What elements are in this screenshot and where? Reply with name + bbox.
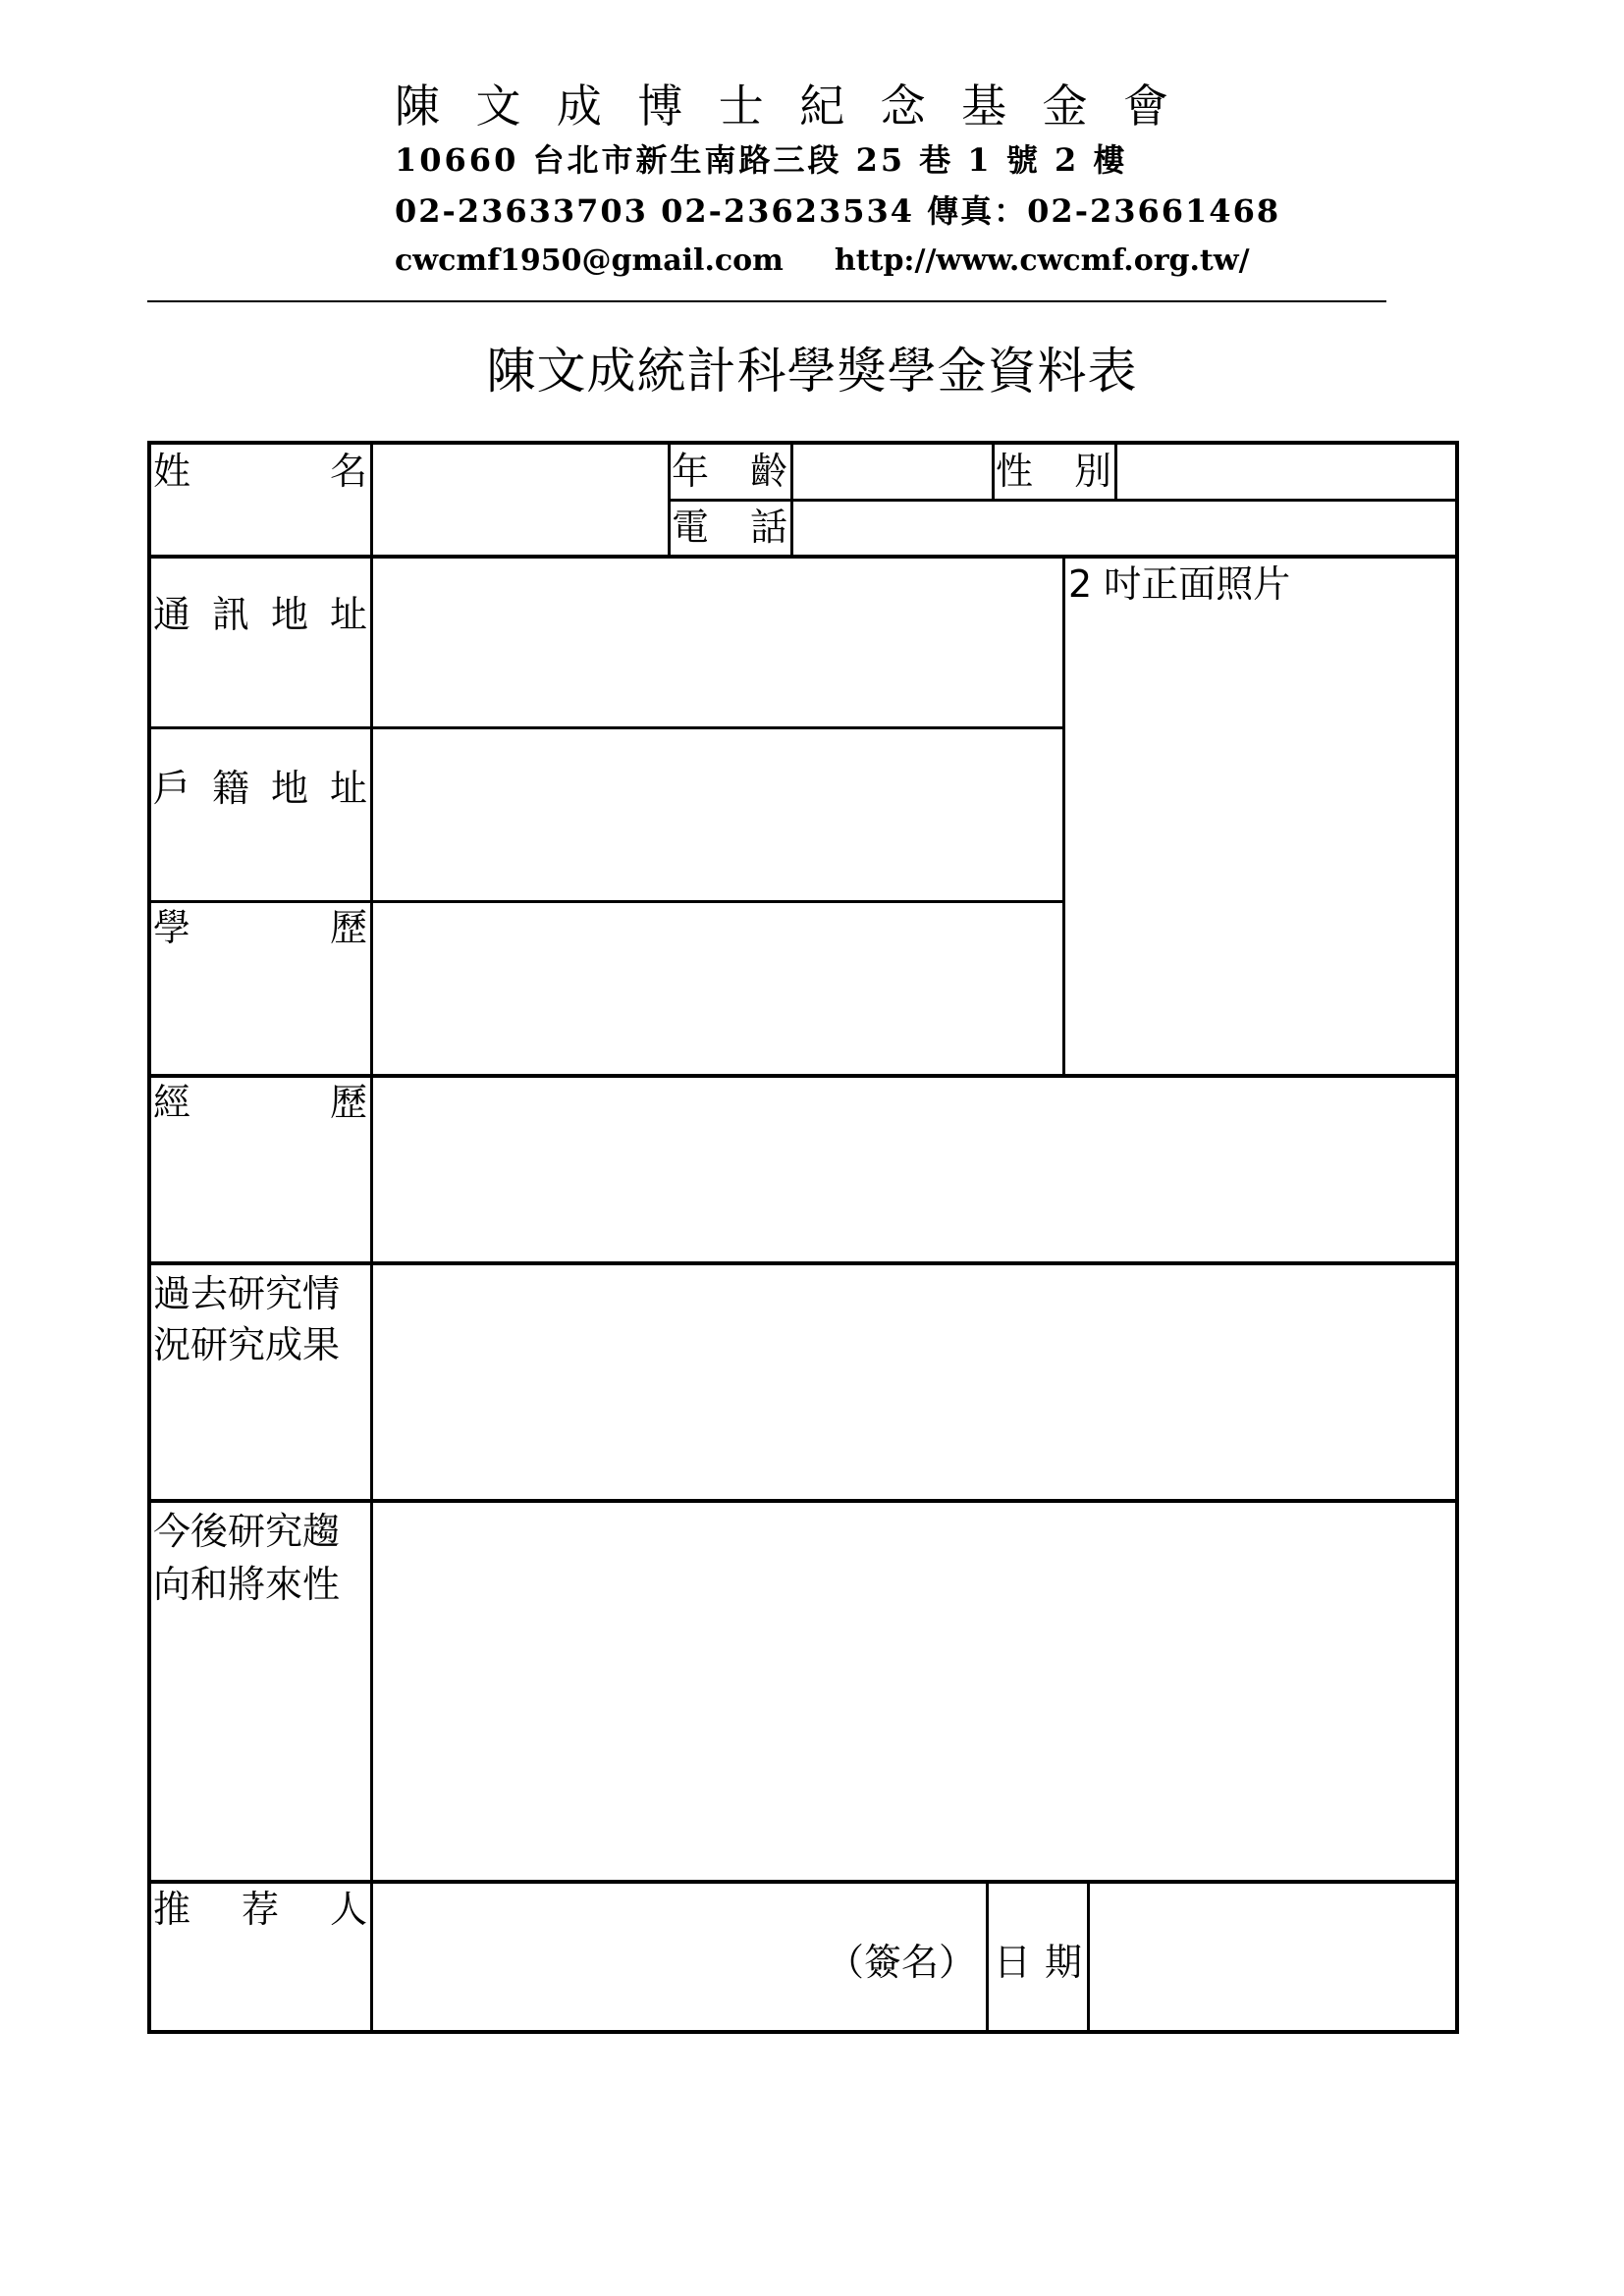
name-label: 姓 名: [153, 450, 367, 493]
experience-label: 經 歷: [153, 1081, 367, 1124]
org-name-char: 士: [718, 80, 764, 133]
column-divider: [1087, 1880, 1090, 2034]
date-label: 日 期: [994, 1941, 1082, 1984]
organization-name: [395, 71, 1168, 135]
header-divider: [147, 300, 1386, 302]
past-research-label: 過去研究情況研究成果: [153, 1272, 341, 1366]
name-field[interactable]: [374, 445, 666, 555]
org-name-char: 會: [1122, 80, 1168, 133]
org-name-char: 博: [637, 80, 683, 133]
gender-field[interactable]: [1118, 445, 1455, 499]
signature-label: （簽名）: [827, 1941, 977, 1984]
registered-address-field[interactable]: [374, 729, 1061, 900]
phone-field[interactable]: [794, 502, 1455, 555]
date-field[interactable]: [1091, 1884, 1455, 2030]
org-name-char: 陳: [395, 80, 440, 133]
age-field[interactable]: [794, 445, 990, 499]
registered-address-label: 戶 籍 地 址: [153, 767, 367, 810]
column-divider: [992, 441, 995, 500]
future-research-field[interactable]: [374, 1503, 1455, 1880]
column-divider: [986, 1880, 989, 2034]
organization-phones: 02-23633703 02-23623534 傳真：02-23661468: [395, 192, 1281, 230]
org-name-char: 基: [961, 80, 1007, 133]
education-field[interactable]: [374, 903, 1061, 1074]
mailing-address-field[interactable]: [374, 559, 1061, 726]
org-name-char: 成: [556, 80, 602, 133]
organization-contact: [395, 243, 1250, 278]
future-research-label: 今後研究趨向和將來性: [153, 1510, 341, 1606]
org-name-char: 念: [880, 80, 926, 133]
age-label: 年 齡: [672, 450, 787, 493]
org-name-char: 紀: [799, 80, 845, 133]
photo-area[interactable]: [1066, 559, 1455, 1074]
photo-label: 2 吋正面照片: [1068, 562, 1291, 606]
experience-field[interactable]: [374, 1078, 1455, 1261]
form-title: 陳文成統計科學獎學金資料表: [486, 343, 1138, 400]
column-divider: [668, 441, 671, 557]
column-divider: [1114, 441, 1117, 500]
education-label: 學 歷: [153, 906, 367, 949]
phone-label: 電 話: [672, 506, 787, 549]
email-text: cwcmf1950@gmail.com: [395, 243, 784, 278]
mailing-address-label: 通 訊 地 址: [153, 593, 367, 636]
org-name-char: 文: [475, 80, 521, 133]
gender-label: 性 別: [996, 450, 1111, 493]
column-divider: [370, 441, 373, 2034]
column-divider: [1062, 555, 1065, 1076]
org-name-char: 金: [1042, 80, 1088, 133]
website-text: http://www.cwcmf.org.tw/: [834, 243, 1250, 278]
column-divider: [790, 441, 793, 557]
organization-address: 10660 台北市新生南路三段 25 巷 1 號 2 樓: [395, 141, 1128, 179]
past-research-field[interactable]: [374, 1265, 1455, 1499]
recommender-label: 推 荐 人: [153, 1888, 367, 1931]
